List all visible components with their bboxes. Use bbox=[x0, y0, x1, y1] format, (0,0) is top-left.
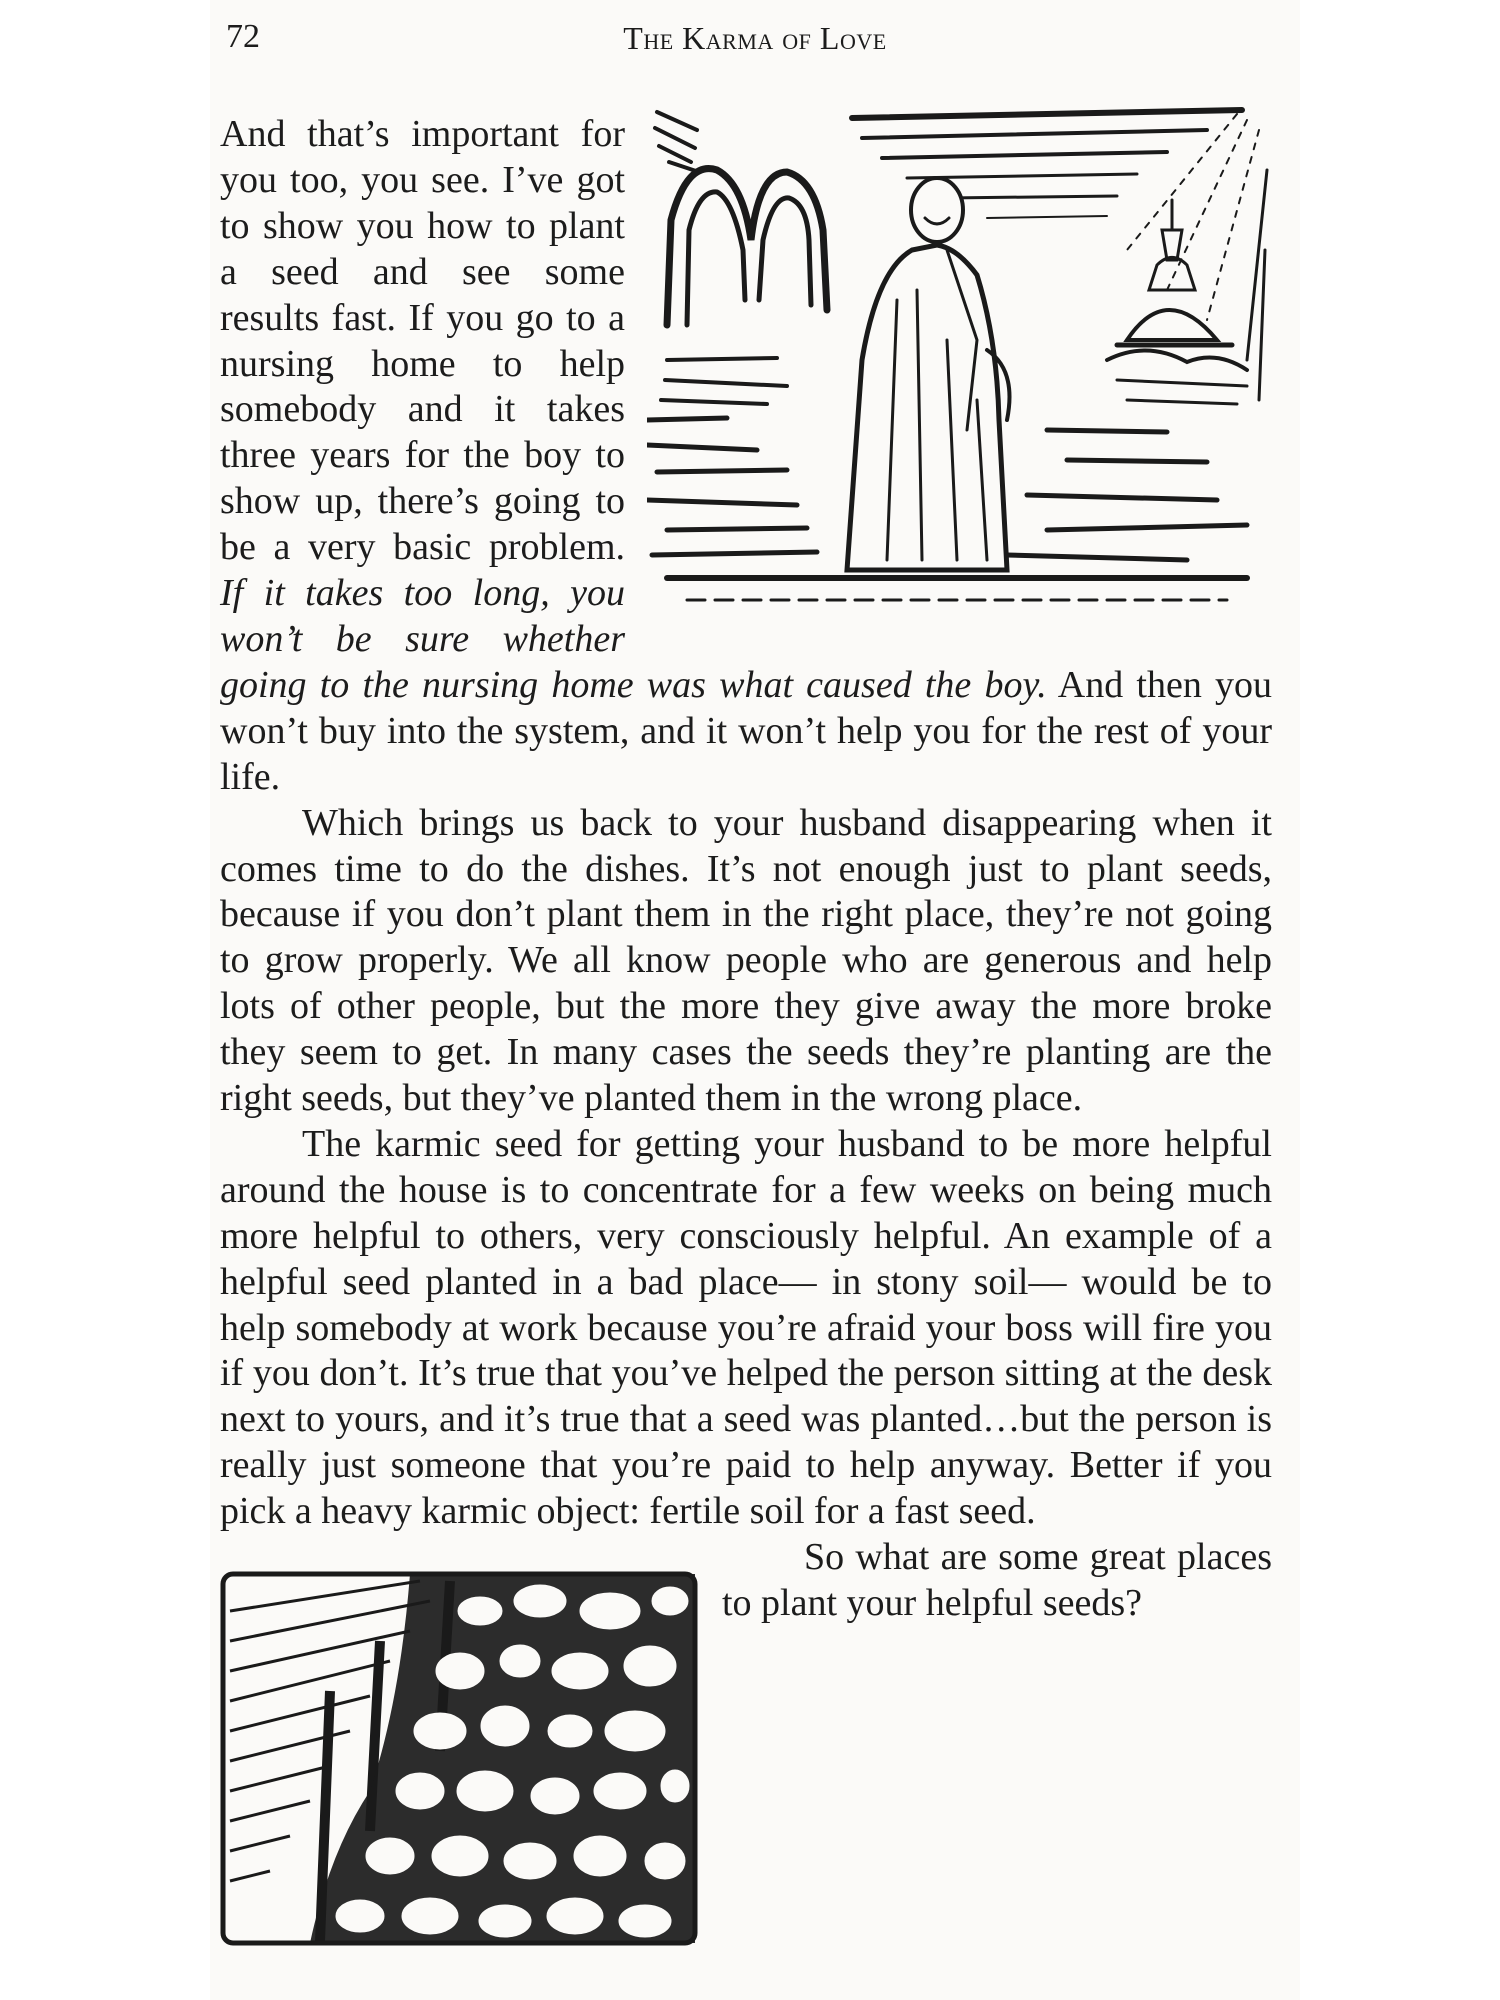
page-header bbox=[210, 14, 1300, 64]
text-segment: Which brings us back to your husband disappearing when it comes time to do the dishes. It’s not enough just to plant seeds, because if you don’t plant them in the right place, they’re not going to grow properly. We all know people who are generous and help lots of other people, but the more they give away the more broke they seem to get. In many cases the seeds they’re planting are the right seeds, but they’ve planted them in the wrong place. bbox=[220, 801, 1272, 1120]
text-segment: And that’s important for you too, you see. I’ve got to show you how to plant a seed and see some results fast. If you go to a nursing home to help somebody and it takes three years for the boy to show up, there’s going to be a very basic problem. bbox=[220, 113, 625, 569]
monk-arches-illustration bbox=[647, 100, 1272, 620]
paragraph-3 bbox=[220, 1122, 1272, 1535]
paragraph-2 bbox=[220, 801, 1272, 1122]
text-segment: And then you won’t buy into the system, and it won’t help you for the rest of your life. bbox=[220, 663, 1273, 798]
page-number: 72 bbox=[226, 18, 260, 55]
body-text bbox=[220, 112, 1272, 1946]
text-segment: The karmic seed for getting your husband to be more helpful around the house is to concentrate for a few weeks on being much more helpful to others, very consciously helpful. An example of a helpful seed planted in a bad place— in stony soil— would be to help somebody at work because you’re afraid your boss will fire you if you don’t. It’s true that you’ve helped the person sitting at the desk next to yours, and it’s true that a seed was planted…but the person is really just someone that you’re paid to help anyway. Better if you pick a heavy karmic object: fertile soil for a fast seed. bbox=[220, 1122, 1272, 1533]
stony-soil-illustration bbox=[220, 1571, 698, 1946]
running-title: The Karma of Love bbox=[623, 20, 887, 56]
text-segment: So what are some great places to plant your helpful seeds? bbox=[722, 1536, 1272, 1624]
italic-segment: If it takes too long, you won’t be sure whether going to the nursing home was what caused the boy. bbox=[220, 572, 1047, 706]
